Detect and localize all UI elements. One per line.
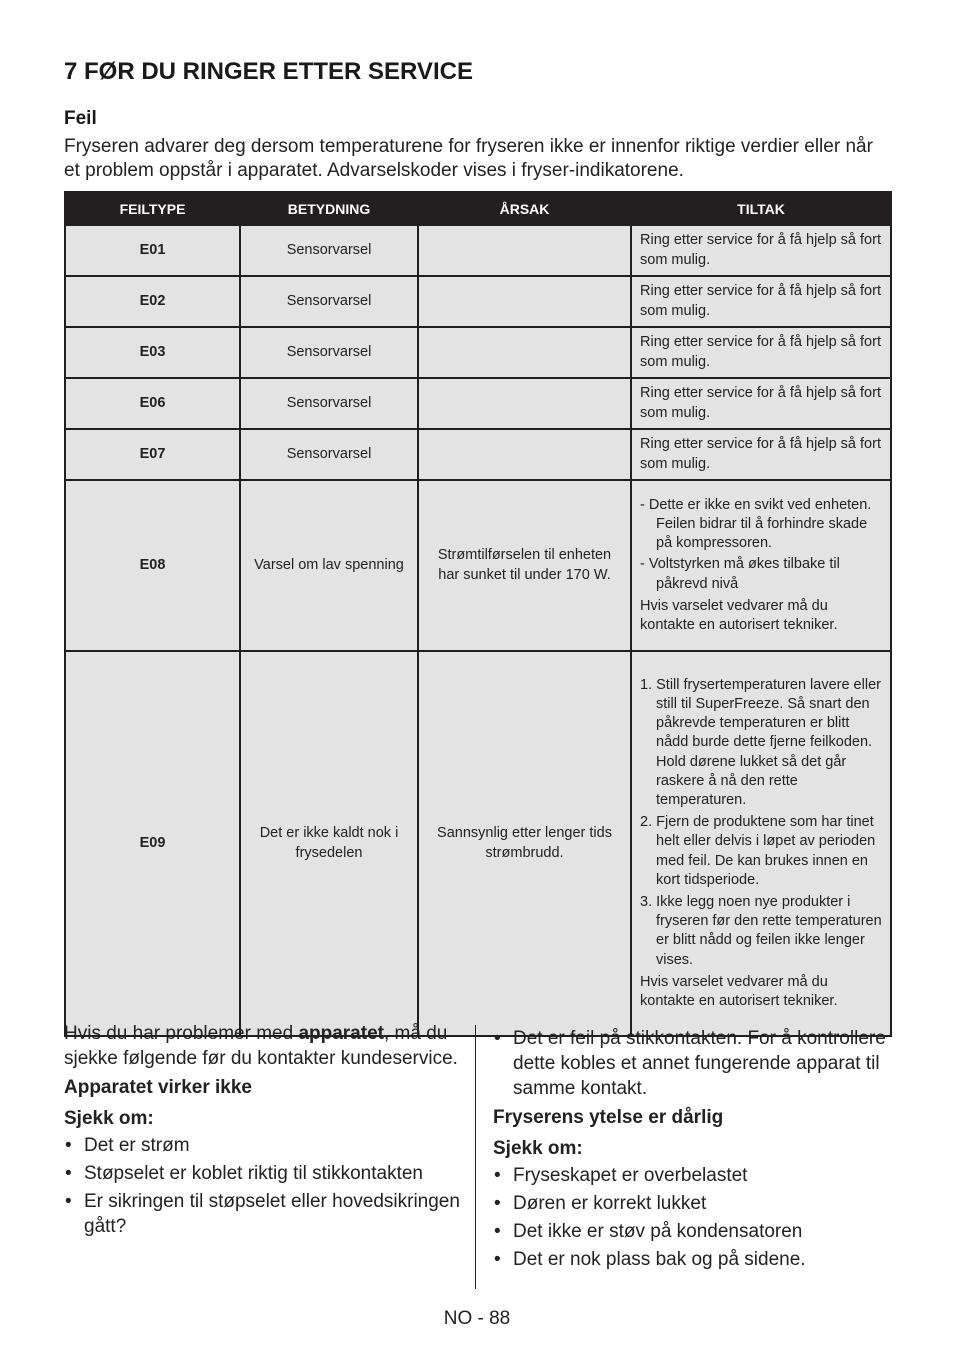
error-cause: [418, 378, 631, 429]
list-item: • Døren er korrekt lukket: [493, 1191, 903, 1216]
table-row: [65, 327, 891, 378]
intro-paragraph: Fryseren advarer deg dersom temperaturene for fryseren ikke er innenfor riktige verdier eller når et problem oppstår i apparatet. Advarselskoder vises i fryser-indikatorene.: [64, 136, 873, 181]
header-tiltak: TILTAK: [631, 192, 891, 225]
error-cause: [418, 429, 631, 480]
list-item: • Fryseskapet er overbelastet: [493, 1163, 903, 1188]
list-item: • Det er nok plass bak og på sidene.: [493, 1247, 903, 1272]
intro-text-end: , må du sjekke følgende før du kontakter kundeservice.: [64, 1023, 458, 1069]
action-item: - Voltstyrken må økes tilbake til påkrevd nivå: [640, 556, 840, 592]
error-action: Ring etter service for å få hjelp så fort som mulig.: [631, 429, 891, 480]
error-code: E02: [65, 276, 240, 327]
intro-bold-text: apparatet: [298, 1023, 384, 1044]
action-item: 2. Fjern de produktene som har tinet helt eller delvis i løpet av perioden med feil. De kan brukes innen en kort tidsperiode.: [640, 814, 876, 888]
check-label: Sjekk om:: [64, 1108, 154, 1129]
error-cause: [418, 327, 631, 378]
list-item: • Det ikke er støv på kondensatoren: [493, 1219, 903, 1244]
error-code: E08: [65, 480, 240, 651]
error-action: Ring etter service for å få hjelp så fort som mulig.: [631, 327, 891, 378]
checklist: [64, 1133, 464, 1239]
error-meaning: Sensorvarsel: [240, 378, 418, 429]
checklist: [493, 1163, 903, 1272]
error-code-table: [64, 191, 892, 1037]
section-heading-feil: Feil: [64, 108, 97, 129]
error-action: Ring etter service for å få hjelp så fort som mulig.: [631, 276, 891, 327]
error-action: Ring etter service for å få hjelp så fort som mulig.: [631, 378, 891, 429]
table-row: [65, 378, 891, 429]
table-row: [65, 480, 891, 651]
list-item: • Støpselet er koblet riktig til stikkontakten: [64, 1161, 464, 1186]
header-feiltype: FEILTYPE: [65, 192, 240, 225]
right-column: [493, 1026, 903, 1275]
table-row: [65, 276, 891, 327]
subheading-not-working: Apparatet virker ikke: [64, 1077, 252, 1098]
action-item: - Dette er ikke en svikt ved enheten. Feilen bidrar til å forhindre skade på kompressoren.: [640, 496, 872, 552]
action-note: Hvis varselet vedvarer må du kontakte en autorisert tekniker.: [640, 973, 838, 1010]
error-meaning: Sensorvarsel: [240, 276, 418, 327]
error-cause: [418, 225, 631, 276]
table-header-row: [65, 192, 891, 225]
error-action: Ring etter service for å få hjelp så fort som mulig.: [631, 225, 891, 276]
error-code: E01: [65, 225, 240, 276]
action-item: 3. Ikke legg noen nye produkter i fryseren før den rette temperaturen er blitt nådd og feilen ikke lenger vises.: [640, 894, 882, 968]
error-code: E07: [65, 429, 240, 480]
error-cause: Sannsynlig etter lenger tids strømbrudd.: [418, 651, 631, 1036]
error-code: E09: [65, 651, 240, 1036]
list-item: • Er sikringen til støpselet eller hovedsikringen gått?: [64, 1189, 464, 1239]
error-cause: [418, 276, 631, 327]
intro-text: Hvis du har problemer med: [64, 1023, 299, 1044]
header-betydning: BETYDNING: [240, 192, 418, 225]
error-meaning: Det er ikke kaldt nok i frysedelen: [240, 651, 418, 1036]
checklist-top: [493, 1026, 903, 1101]
error-cause: Strømtilførselen til enheten har sunket til under 170 W.: [418, 480, 631, 651]
error-action: [631, 651, 891, 1036]
table-row: [65, 225, 891, 276]
page-number: NO - 88: [443, 1308, 511, 1329]
error-action: [631, 480, 891, 651]
check-label: Sjekk om:: [493, 1138, 583, 1159]
column-divider: [475, 1025, 476, 1289]
error-code: E03: [65, 327, 240, 378]
error-meaning: Sensorvarsel: [240, 225, 418, 276]
header-arsak: ÅRSAK: [418, 192, 631, 225]
left-column: [64, 1021, 464, 1242]
action-item: 1. Still frysertemperaturen lavere eller still til SuperFreeze. Så snart den påkrevde temperaturen er blitt nådd burde dette fjerne feilkoden. Hold dørene lukket så det går raskere å nå den rette temperaturen.: [640, 676, 881, 808]
table-row: [65, 429, 891, 480]
subheading-poor-performance: Fryserens ytelse er dårlig: [493, 1107, 724, 1128]
troubleshoot-intro: [64, 1021, 464, 1071]
list-item: • Det er feil på stikkontakten. For å kontrollere dette kobles et annet fungerende apparat til samme kontakt.: [493, 1026, 903, 1101]
error-meaning: Sensorvarsel: [240, 327, 418, 378]
error-meaning: Sensorvarsel: [240, 429, 418, 480]
error-code: E06: [65, 378, 240, 429]
action-note: Hvis varselet vedvarer må du kontakte en autorisert tekniker.: [640, 597, 838, 633]
page-title: 7 FØR DU RINGER ETTER SERVICE: [64, 58, 473, 85]
error-meaning: Varsel om lav spenning: [240, 480, 418, 651]
list-item: • Det er strøm: [64, 1133, 464, 1158]
table-row: [65, 651, 891, 1036]
